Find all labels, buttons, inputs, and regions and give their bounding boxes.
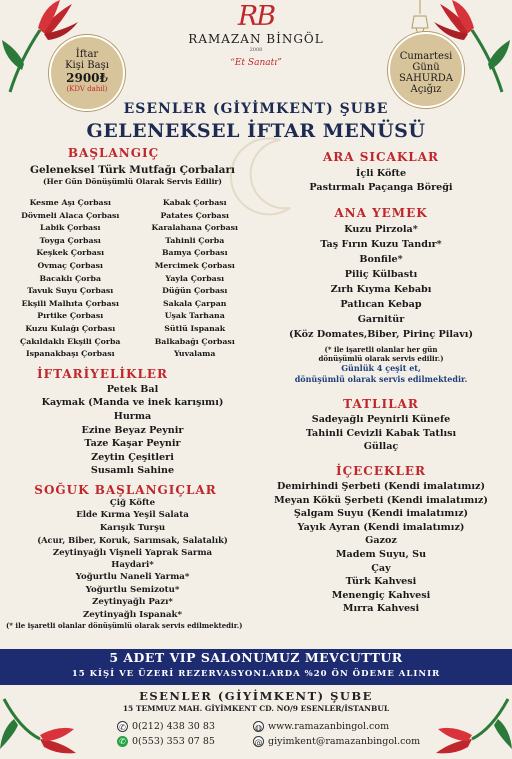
soguk-note: (* ile işaretli olanlar dönüşümlü olarak servis edilmektedir.): [6, 620, 243, 630]
list-item: Çay: [371, 562, 391, 574]
list-item: Yayık Ayran (Kendi imalatımız): [297, 521, 465, 533]
ana-note-4: dönüşümlü olarak servis edilmektedir.: [294, 374, 468, 385]
price-value: 2900₺: [66, 71, 108, 85]
section-title-ara: ARA SICAKLAR: [322, 150, 440, 164]
list-item: Bacaklı Çorba: [39, 273, 101, 283]
list-item: Garnitür: [357, 314, 405, 326]
list-item: Güllaç: [363, 441, 399, 453]
list-item: (Acur, Biber, Koruk, Sarımsak, Salatalık): [37, 535, 228, 546]
list-item: Kabak Çorbası: [162, 198, 227, 207]
footer-branch: ESENLER (GİYİMKENT) ŞUBE: [139, 689, 373, 703]
phone-number-2[interactable]: 0(553) 353 07 85: [132, 736, 215, 747]
list-item: Yayla Çorbası: [165, 273, 225, 283]
list-item: Karışık Turşu: [99, 522, 166, 533]
iftariyelik-list: [10, 383, 255, 478]
phone-contact-2[interactable]: [117, 736, 215, 747]
list-item: Piliç Külbastı: [344, 269, 418, 281]
list-item: Ispanakbaşı Çorbası: [25, 349, 115, 359]
list-item: Sadeyağlı Peynirli Künefe: [311, 414, 451, 426]
soup-list: [10, 197, 255, 361]
list-item: Türk Kahvesi: [345, 576, 417, 588]
vip-banner-title: 5 ADET VIP SALONUMUZ MEVCUTTUR: [109, 650, 403, 665]
list-item: Taş Fırın Kuzu Tandır*: [320, 239, 442, 251]
list-item: Taze Kaşar Peynir: [84, 438, 181, 450]
list-item: Toyga Çorbası: [39, 235, 101, 245]
soups-subtitle: Geleneksel Türk Mutfağı Çorbaları: [29, 164, 235, 176]
list-item: Balkabağı Çorbası: [154, 336, 235, 346]
right-column: [262, 146, 500, 616]
list-item: Yuvalama: [174, 349, 216, 359]
list-item: Gazoz: [365, 535, 397, 547]
ana-note-1: (* ile işaretli olanlar her gün: [324, 345, 438, 355]
soguk-list: [10, 497, 255, 621]
ana-note-2: dönüşümlü olarak servis edilir.): [318, 354, 444, 364]
list-item: Menengiç Kahvesi: [331, 589, 431, 601]
sahur-badge-line2: Günü: [412, 62, 440, 73]
email-contact[interactable]: [253, 736, 420, 747]
list-item: Tavuk Suyu Çorbası: [27, 286, 114, 296]
list-item: Zeytin Çeşitleri: [91, 451, 174, 463]
brand-slogan: “Et Sanatı”: [230, 58, 282, 68]
vip-banner: [0, 649, 512, 685]
list-item: Meyan Kökü Şerbeti (Kendi imalatımız): [274, 494, 488, 506]
price-badge-line1: İftar: [75, 49, 99, 60]
website-link[interactable]: www.ramazanbingol.com: [268, 721, 390, 732]
list-item: Madem Suyu, Su: [335, 548, 427, 560]
section-title-iftariyelikler: İFTARİYELİKLER: [36, 366, 169, 381]
list-item: Elde Kırma Yeşil Salata: [76, 510, 189, 521]
list-item: Susamlı Sahine: [90, 465, 175, 477]
vip-banner-note: 15 KİŞİ VE ÜZERİ REZERVASYONLARDA %20 ÖN ÖDEME ALINIR: [71, 669, 441, 679]
list-item: Zeytinyağlı Pazı*: [92, 597, 173, 608]
list-item: Bamya Çorbası: [161, 248, 228, 258]
section-title-ana: ANA YEMEK: [334, 206, 428, 221]
price-badge-line2: Kişi Başı: [65, 60, 109, 71]
list-item: Dövmeli Alaca Çorbası: [21, 210, 120, 220]
list-item: Yoğurtlu Naneli Yarma*: [75, 572, 190, 583]
list-item: Kaymak (Manda ve inek karışımı): [41, 397, 224, 409]
list-item: Ekşili Malhıta Çorbası: [21, 298, 119, 308]
list-item: Zeytinyağlı Ispanak*: [82, 609, 182, 620]
phone-number-1[interactable]: 0(212) 438 30 83: [132, 721, 215, 732]
globe-icon: ◍: [253, 721, 264, 732]
list-item: Yoğurtlu Semizotu*: [85, 584, 180, 595]
list-item: (Köz Domates,Biber, Pirinç Pilavı): [288, 329, 473, 341]
footer-address: 15 TEMMUZ MAH. GİYİMKENT CD. NO/9 ESENLER/İSTANBUL: [122, 704, 390, 713]
soup-list-right: [135, 197, 256, 361]
website-contact[interactable]: [253, 721, 389, 732]
list-item: Tahinli Cevizli Kabak Tatlısı: [305, 427, 457, 439]
list-item: Düğün Çorbası: [162, 286, 228, 296]
tatli-list: [262, 413, 500, 454]
phone-icon: ✆: [117, 721, 128, 732]
list-item: İçli Köfte: [355, 168, 407, 179]
sahur-badge-line4: Açığız: [410, 84, 442, 95]
list-item: Bonfile*: [359, 254, 403, 266]
list-item: Kuzu Pirzola*: [344, 224, 418, 236]
list-item: Labik Çorbası: [40, 223, 101, 233]
list-item: Kesme Aşı Çorbası: [29, 198, 111, 207]
section-title-icecekler: İÇECEKLER: [336, 463, 426, 478]
sahur-badge-line1: Cumartesi: [399, 51, 453, 62]
list-item: Tahinli Çorba: [165, 235, 225, 245]
section-title-tatlilar: TATLILAR: [343, 397, 419, 412]
price-badge: [49, 35, 125, 111]
list-item: Ovmaç Çorbası: [37, 260, 103, 270]
list-item: Haydari*: [111, 559, 154, 570]
brand-year: 2008: [249, 47, 263, 53]
list-item: Patates Çorbası: [160, 210, 229, 220]
section-title-baslangic: BAŞLANGIÇ: [67, 146, 160, 160]
brand-monogram: RB: [237, 1, 275, 32]
list-item: Uşak Tarhana: [164, 311, 225, 321]
list-item: Petek Bal: [106, 383, 159, 395]
email-link[interactable]: giyimkent@ramazanbingol.com: [268, 736, 421, 747]
list-item: Kuzu Kulağı Çorbası: [25, 323, 116, 333]
list-item: Patlıcan Kebap: [340, 299, 422, 311]
soup-list-left: [10, 197, 131, 361]
sahur-badge-line3: SAHURDA: [399, 73, 453, 84]
ana-note-3: Günlük 4 çeşit et,: [341, 363, 421, 374]
section-title-soguk: SOĞUK BAŞLANGIÇLAR: [34, 482, 217, 497]
email-icon: @: [254, 738, 263, 747]
list-item: Keşkek Çorbası: [36, 248, 105, 258]
list-item: Mırra Kahvesi: [342, 603, 420, 615]
ana-list: [262, 222, 500, 385]
branch-name: ESENLER (GİYİMKENT) ŞUBE: [123, 101, 389, 117]
brand-logo: [186, 2, 326, 69]
left-column: [6, 146, 255, 630]
icecek-list: [262, 480, 500, 616]
list-item: Sütlü Ispanak: [164, 323, 226, 333]
list-item: Demirhindi Şerbeti (Kendi imalatımız): [276, 480, 486, 492]
list-item: Karalahana Çorbası: [151, 223, 239, 233]
list-item: Sakala Çarpan: [163, 298, 227, 308]
whatsapp-icon: ✆: [117, 736, 128, 747]
list-item: Zırh Kıyma Kebabı: [330, 284, 432, 296]
price-note: (KDV dahil): [66, 85, 108, 93]
list-item: Şalgam Suyu (Kendi imalatımız): [293, 508, 469, 520]
soups-note: (Her Gün Dönüşümlü Olarak Servis Edilir): [43, 177, 222, 186]
menu-title: GELENEKSEL İFTAR MENÜSÜ: [86, 120, 426, 142]
sahur-badge: [388, 32, 464, 108]
list-item: Pırtike Çorbası: [37, 311, 104, 321]
list-item: Hurma: [113, 410, 152, 422]
list-item: Zeytinyağlı Vişneli Yaprak Sarma: [52, 547, 213, 558]
list-item: Mercimek Çorbası: [154, 260, 235, 270]
list-item: Çakıldaklı Ekşili Çorba: [20, 336, 121, 346]
list-item: Pastırmalı Paçanga Böreği: [309, 181, 453, 193]
phone-contact-1[interactable]: [117, 721, 215, 732]
list-item: Çiğ Köfte: [109, 497, 156, 508]
brand-name: RAMAZAN BİNGÖL: [188, 32, 324, 46]
list-item: Ezine Beyaz Peynir: [81, 424, 184, 436]
ara-list: [262, 167, 500, 194]
